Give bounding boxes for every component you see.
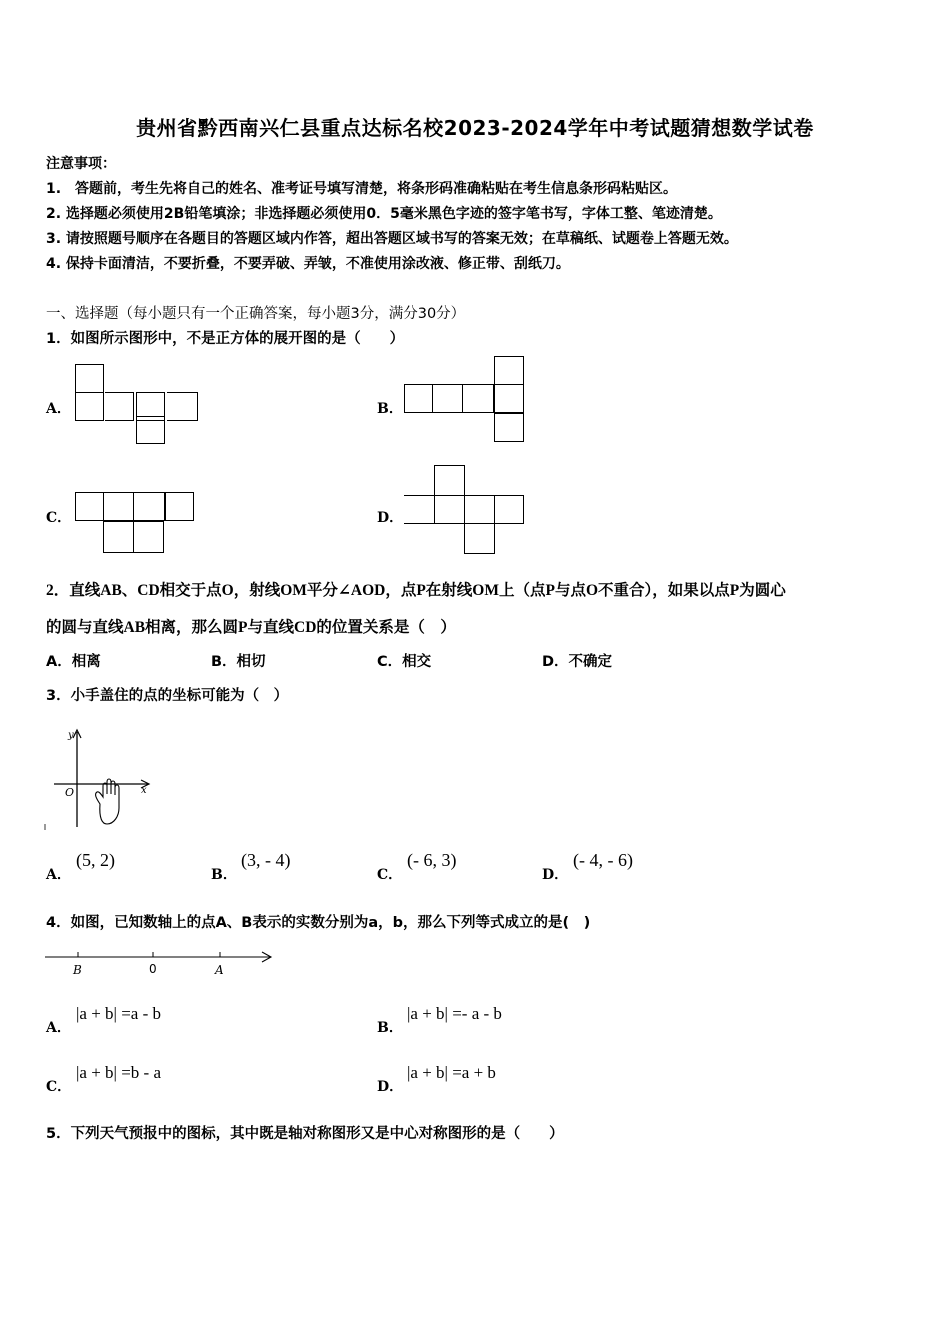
- q2-option-a: A．相离: [46, 654, 101, 670]
- notice-heading: 注意事项：: [46, 156, 116, 172]
- q1-net-a: [75, 364, 200, 444]
- q1-net-c: [75, 492, 195, 554]
- q4-option-a-value: |a + b| =a - b: [76, 1004, 161, 1023]
- q4-option-b-label: B．: [377, 1020, 403, 1036]
- notice-item-2: 2. 选择题必须使用2B铅笔填涂；非选择题必须使用0．5毫米黑色字迹的签字笔书写，字体工整、笔迹清楚。: [46, 206, 722, 222]
- q2-option-d: D．不确定: [542, 654, 613, 670]
- q3-option-d-label: D．: [542, 867, 569, 883]
- question-4-stem: 4．如图，已知数轴上的点A、B表示的实数分别为a，b，那么下列等式成立的是( ): [46, 915, 591, 931]
- q4-option-d-value: |a + b| =a + b: [407, 1063, 496, 1082]
- q3-y-label: y: [68, 730, 74, 741]
- q1-net-d: [404, 465, 526, 555]
- q4-option-c-label: C．: [46, 1079, 72, 1095]
- q1-option-a-label: A．: [46, 401, 71, 417]
- hand-icon: [96, 779, 119, 824]
- notice-item-1: 1. 答题前，考生先将自己的姓名、准考证号填写清楚，将条形码准确粘贴在考生信息条形码粘贴区。: [46, 181, 678, 197]
- q1-net-b: [404, 356, 526, 444]
- q3-option-b-label: B．: [211, 867, 237, 883]
- point-b-label: B: [73, 963, 82, 977]
- point-a-label: A: [215, 963, 224, 977]
- q1-option-c-label: C．: [46, 510, 72, 526]
- q3-x-label: x: [141, 785, 147, 796]
- q4-number-line: [44, 946, 276, 980]
- q3-option-d-value: (- 4, - 6): [573, 850, 633, 870]
- page-title: 贵州省黔西南兴仁县重点达标名校2023-2024学年中考试题猜想数学试卷: [136, 116, 814, 140]
- point-zero-label: 0: [149, 962, 157, 976]
- q3-option-b-value: (3, - 4): [241, 850, 291, 870]
- q3-option-a-value: (5, 2): [76, 850, 115, 870]
- q4-option-c-value: |a + b| =b - a: [76, 1063, 161, 1082]
- question-2-line-1: 2．直线AB、CD相交于点O，射线OM平分∠AOD，点P在射线OM上（点P与点O不重合），如果以点P为圆心: [46, 582, 786, 599]
- q2-option-c: C．相交: [377, 654, 432, 670]
- q3-option-c-label: C．: [377, 867, 403, 883]
- q2-option-b: B．相切: [211, 654, 266, 670]
- q3-coordinate-figure: [44, 724, 154, 834]
- notice-item-4: 4. 保持卡面清洁，不要折叠，不要弄破、弄皱，不准使用涂改液、修正带、刮纸刀。: [46, 256, 570, 272]
- q4-option-b-value: |a + b| =- a - b: [407, 1004, 502, 1023]
- notice-item-3: 3. 请按照题号顺序在各题目的答题区域内作答，超出答题区域书写的答案无效；在草稿纸、试题卷上答题无效。: [46, 231, 738, 247]
- question-3-stem: 3．小手盖住的点的坐标可能为（ ）: [46, 688, 289, 704]
- q3-origin-label: O: [65, 786, 75, 799]
- q3-option-c-value: (- 6, 3): [407, 850, 457, 870]
- q4-option-a-label: A．: [46, 1020, 71, 1036]
- question-2-line-2: 的圆与直线AB相离，那么圆P与直线CD的位置关系是（ ）: [46, 619, 456, 636]
- section-heading: 一、选择题（每小题只有一个正确答案，每小题3分，满分30分）: [46, 306, 466, 322]
- question-1-stem: 1．如图所示图形中，不是正方体的展开图的是（ ）: [46, 331, 405, 347]
- question-5-stem: 5．下列天气预报中的图标，其中既是轴对称图形又是中心对称图形的是（ ）: [46, 1126, 564, 1142]
- q1-option-d-label: D．: [377, 510, 404, 526]
- q3-option-a-label: A．: [46, 867, 71, 883]
- q4-option-d-label: D．: [377, 1079, 404, 1095]
- q1-option-b-label: B．: [377, 401, 403, 417]
